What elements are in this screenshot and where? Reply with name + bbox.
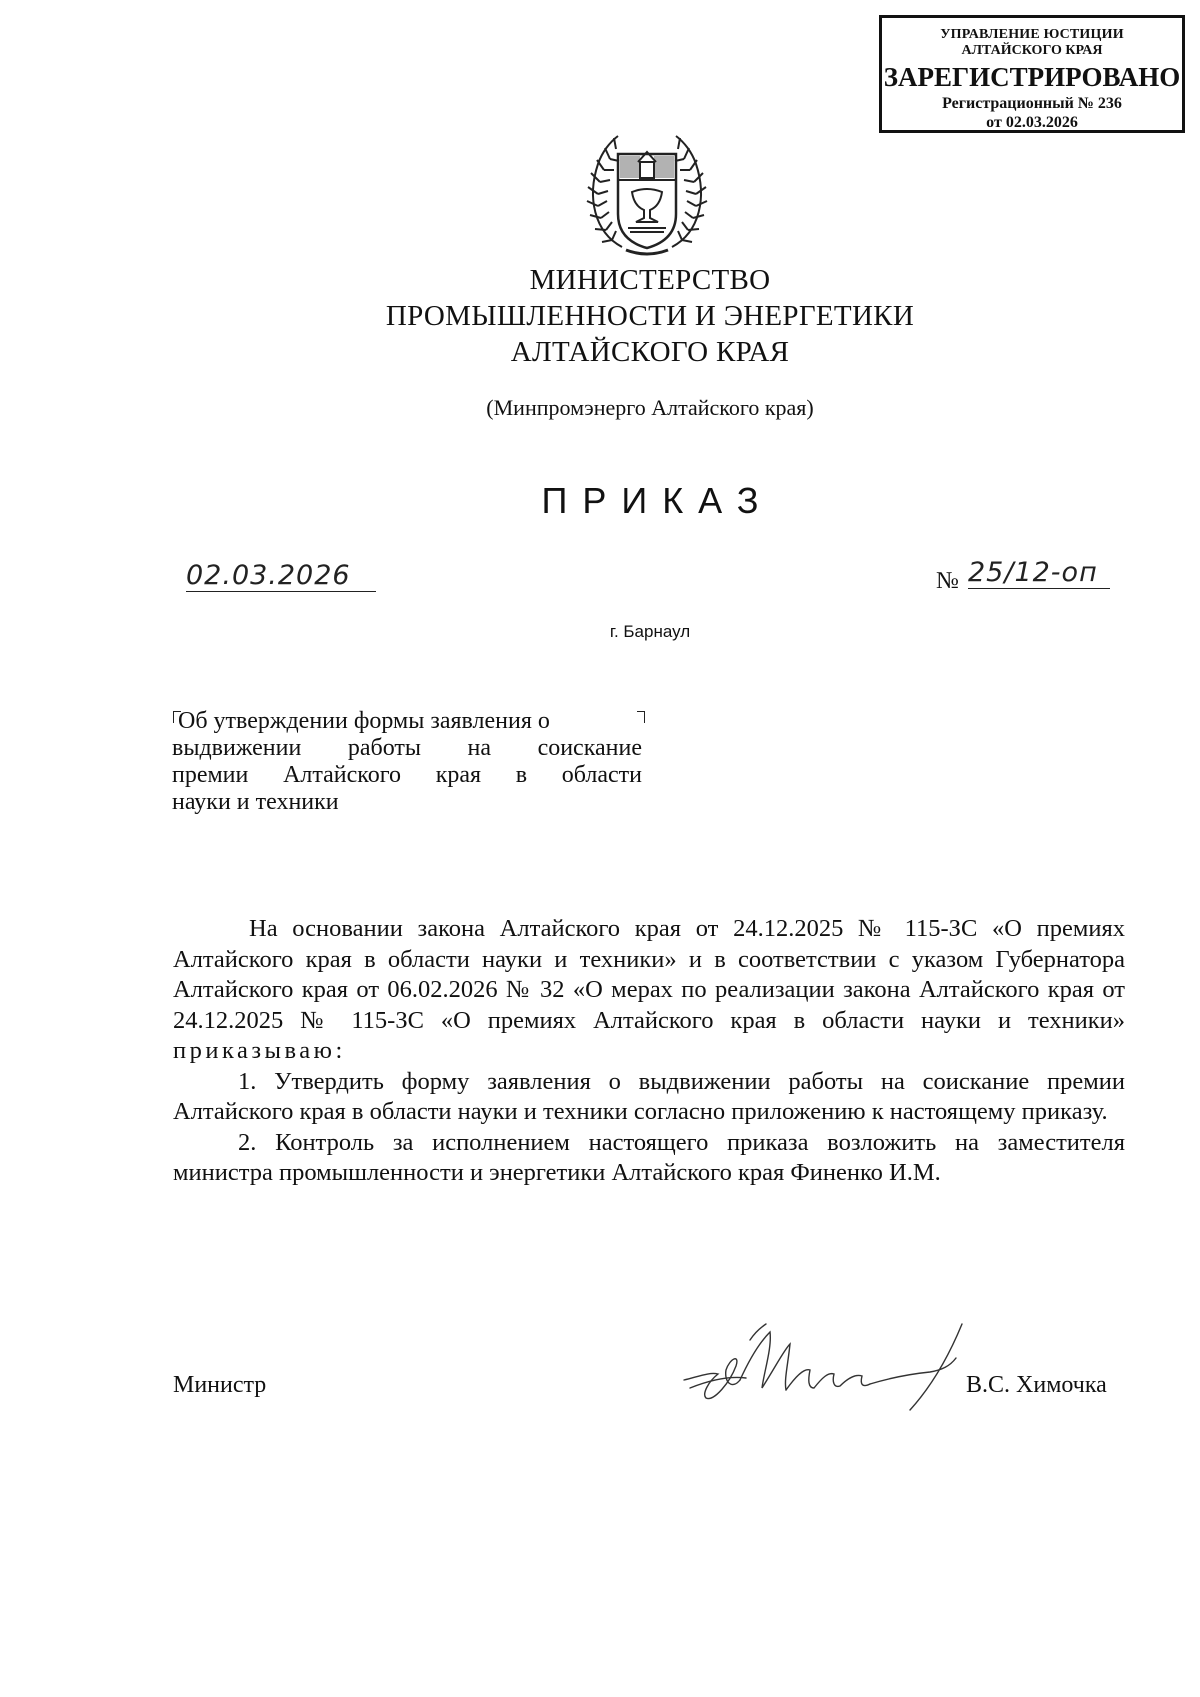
order-city: г. Барнаул	[609, 622, 691, 641]
order-subject	[172, 708, 642, 816]
coat-of-arms-icon	[582, 122, 712, 260]
subject-word: работы	[347, 735, 421, 761]
stamp-authority-line2: АЛТАЙСКОГО КРАЯ	[961, 43, 1103, 58]
subject-line-1: Об утверждении формы заявления о	[178, 708, 550, 734]
order-item-1: 1. Утвердить форму заявления о выдвижении работы на соискание премии Алтайского края в области науки и техники согласно приложению к настоящему приказу.	[173, 1067, 1125, 1125]
ministry-name-line2: ПРОМЫШЛЕННОСТИ И ЭНЕРГЕТИКИ	[385, 300, 915, 332]
stamp-reg-date: от 02.03.2026	[986, 114, 1078, 131]
subject-word: на	[467, 735, 492, 761]
subject-word: выдвижении	[172, 735, 302, 761]
document-type-title: ПРИКАЗ	[541, 480, 774, 521]
signature-image	[680, 1318, 970, 1418]
ministry-name-line3: АЛТАЙСКОГО КРАЯ	[510, 336, 790, 368]
subject-word: в	[515, 762, 528, 788]
ministry-name-line1: МИНИСТЕРСТВО	[529, 264, 771, 296]
stamp-authority-line1: УПРАВЛЕНИЕ ЮСТИЦИИ	[940, 27, 1124, 42]
order-item-2: 2. Контроль за исполнением настоящего приказа возложить на заместителя министра промышленности и энергетики Алтайского края Финенко И.М.	[173, 1128, 1125, 1186]
order-number-sign: №	[936, 568, 959, 594]
order-body	[173, 914, 1125, 1189]
order-date: 02.03.2026	[186, 561, 376, 592]
subject-word: соискание	[537, 735, 642, 761]
registration-stamp	[879, 15, 1185, 133]
stamp-status: ЗАРЕГИСТРИРОВАНО	[883, 62, 1181, 92]
subject-word: премии	[172, 762, 249, 788]
subject-word: края	[435, 762, 482, 788]
preamble-paragraph	[173, 914, 1125, 1067]
order-number: 25/12-оп	[968, 558, 1110, 589]
signatory-title: Министр	[173, 1372, 267, 1398]
subject-line-3	[172, 762, 642, 789]
subject-word: области	[561, 762, 642, 788]
preamble-text: На основании закона Алтайского края от 24.12.2025 № 115-ЗС «О премиях Алтайского края в области науки и техники» и в соответствии с указом Губернатора Алтайского края от 06.02.2026 № 32 «О мерах по реализации закона Алтайского края от 24.12.2025 № 115-ЗС «О премиях Алтайского края в области науки и техники»	[173, 915, 1125, 1034]
signatory-name: В.С. Химочка	[966, 1372, 1107, 1398]
order-keyword: приказываю:	[173, 1037, 346, 1064]
subject-line-2	[172, 735, 642, 762]
subject-line-4: науки и техники	[172, 789, 339, 815]
stamp-reg-number: Регистрационный № 236	[942, 95, 1122, 112]
ministry-name	[200, 262, 1100, 370]
ministry-short-name: (Минпромэнерго Алтайского края)	[486, 395, 814, 420]
subject-word: Алтайского	[283, 762, 401, 788]
